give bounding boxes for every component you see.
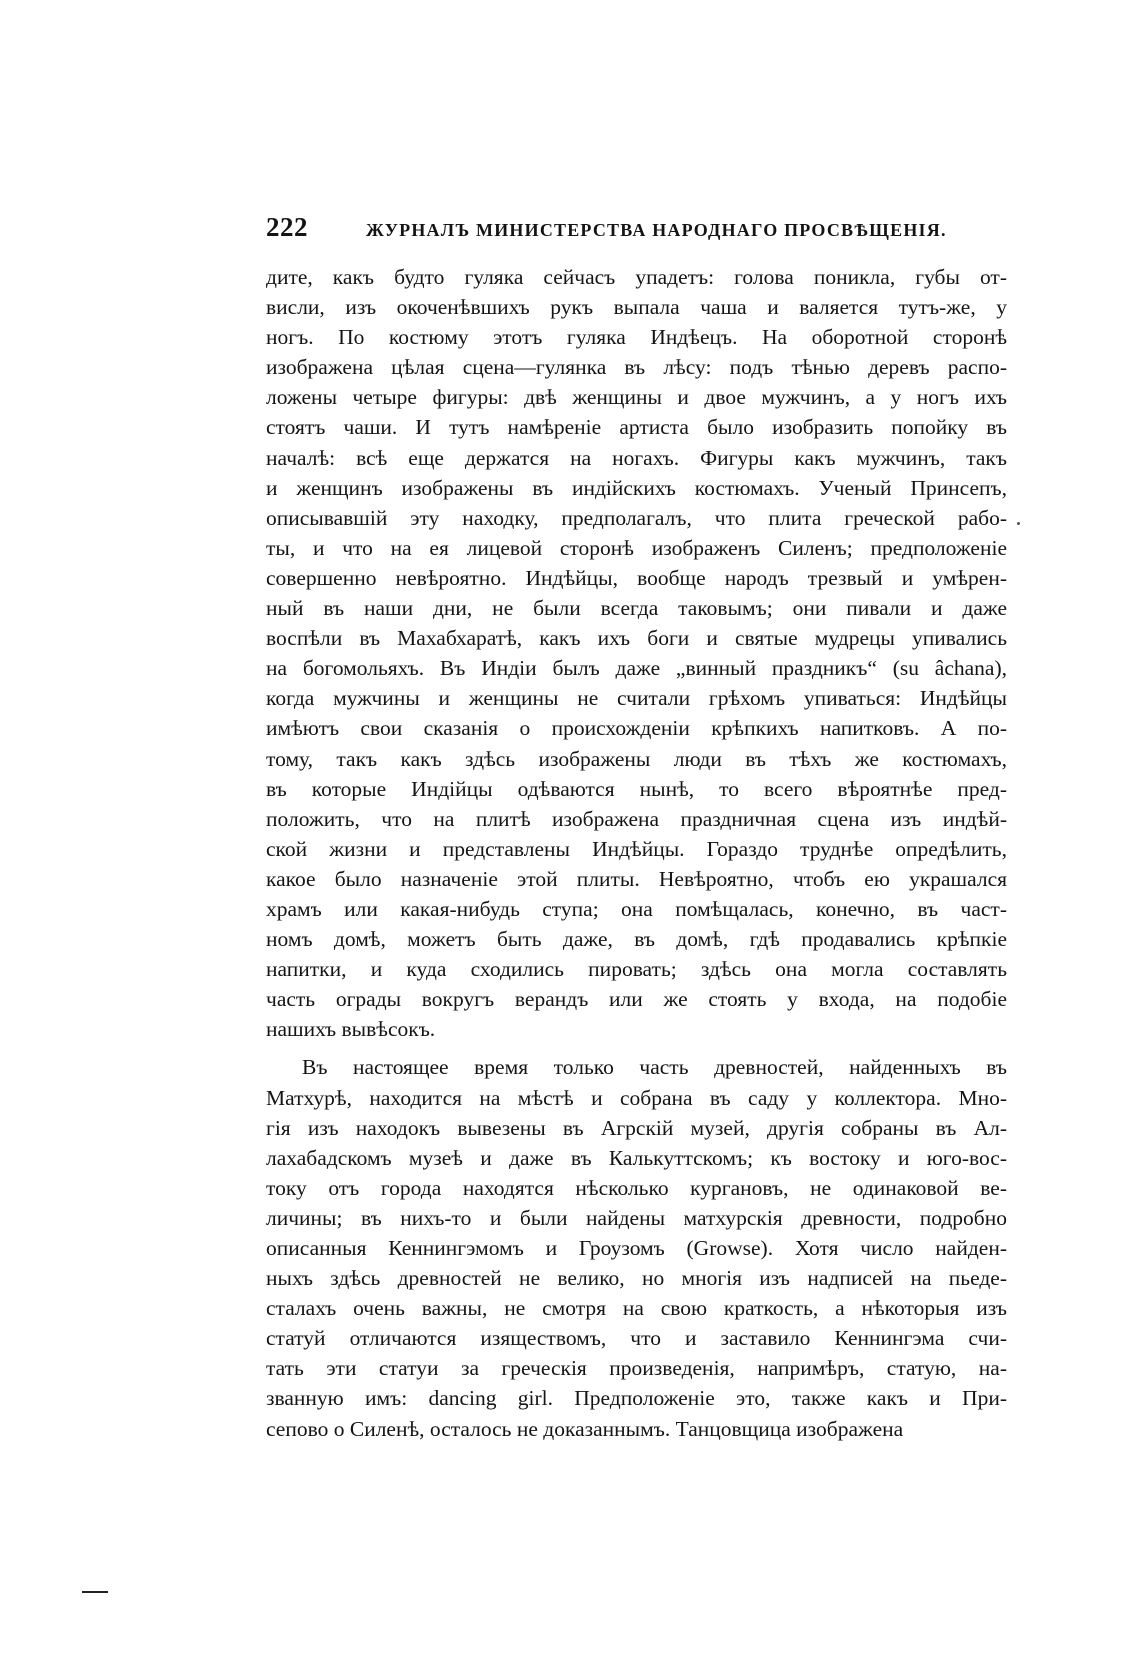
paragraph-gap [266,1044,1007,1052]
text-line: и женщинъ изображены въ индійскихъ костюмахъ. Ученый Принсепъ, [266,475,1007,500]
text-line: началѣ: всѣ еще держатся на ногахъ. Фигуры какъ мужчинъ, такъ [266,445,1007,470]
text-line: напитки, и куда сходились пировать; здѣсь она могла составлять [266,957,1007,982]
margin-dot [1017,522,1020,525]
text-line: въ которые Индійцы одѣваются нынѣ, то всего вѣроятнѣе пред- [266,776,1007,801]
text-line: воспѣли въ Махабхаратѣ, какъ ихъ боги и святые мудрецы упивались [266,626,1007,651]
text-line: описывавшій эту находку, предполагалъ, что плита греческой рабо- [266,505,1007,530]
text-line: ныхъ здѣсь древностей не велико, но многія изъ надписей на пьеде- [266,1266,1007,1291]
text-line: когда мужчины и женщины не считали грѣхомъ упиваться: Индѣйцы [266,686,1007,711]
text-line: храмъ или какая-нибудь ступа; она помѣщалась, конечно, въ част- [266,896,1007,921]
text-line: номъ домѣ, можетъ быть даже, въ домѣ, гдѣ продавались крѣпкіе [266,927,1007,952]
text-line: Въ настоящее время только часть древностей, найденныхъ въ [302,1055,1007,1080]
text-line: описанныя Кеннингэмомъ и Гроузомъ (Growse). Хотя число найден- [266,1236,1007,1260]
text-line: имѣютъ свои сказанія о происхожденіи крѣпкихъ напитковъ. А по- [266,716,1007,741]
text-line: ской жизни и представлены Индѣйцы. Гораздо труднѣе опредѣлить, [266,836,1007,861]
margin-dash [82,1591,108,1593]
text-line: сепово о Силенѣ, осталось не доказаннымъ. Танцовщица изображена [266,1416,904,1441]
text-line: гія изъ находокъ вывезены въ Агрскій музей, другія собраны въ Ал- [266,1115,1007,1140]
text-line: статуй отличаются изяществомъ, что и заставило Кеннингэма счи- [266,1326,1007,1351]
text-line: ложены четыре фигуры: двѣ женщины и двое мужчинъ, а у ногъ ихъ [266,385,1007,410]
paragraph-2 [266,1052,1007,1443]
page-header [266,212,1006,246]
text-line: тать эти статуи за греческія произведенія, напримѣръ, статую, на- [266,1356,1007,1381]
text-line: совершенно невѣроятно. Индѣйцы, вообще народъ трезвый и умѣрен- [266,565,1007,590]
paragraph-1 [266,262,1007,1044]
text-line: званную имъ: dancing girl. Предположеніе это, также какъ и При- [266,1386,1007,1411]
text-line: ты, и что на ея лицевой сторонѣ изображенъ Силенъ; предположеніе [266,535,1007,560]
text-line: на богомольяхъ. Въ Индіи былъ даже „винный праздникъ“ (su âchana), [266,656,1007,681]
text-line: часть ограды вокругъ верандъ или же стоять у входа, на подобіе [266,987,1007,1012]
text-line: ный въ наши дни, не были всегда таковымъ; они пивали и даже [266,596,1007,621]
text-line: изображена цѣлая сцена—гулянка въ лѣсу: подъ тѣнью деревъ распо- [266,355,1007,380]
text-line: тому, такъ какъ здѣсь изображены люди въ тѣхъ же костюмахъ, [266,746,1007,771]
text-line: сталахъ очень важны, не смотря на свою краткость, а нѣкоторыя изъ [266,1296,1007,1321]
text-line: висли, изъ окоченѣвшихъ рукъ выпала чаша и валяется тутъ-же, у [266,295,1007,320]
text-line: какое было назначеніе этой плиты. Невѣроятно, чтобъ ею украшался [266,866,1007,891]
text-line: стоятъ чаши. И тутъ намѣреніе артиста было изобразить попойку въ [266,415,1007,440]
text-line: ногъ. По костюму этотъ гуляка Индѣецъ. На оборотной сторонѣ [266,325,1007,350]
text-line: личины; въ нихъ-то и были найдены матхурскія древности, подробно [266,1205,1007,1230]
text-line: дите, какъ будто гуляка сейчасъ упадетъ: голова поникла, губы от- [266,265,1007,289]
text-line: Матхурѣ, находится на мѣстѣ и собрана въ саду у коллектора. Мно- [266,1085,1007,1110]
running-head: ЖУРНАЛЪ МИНИСТЕРСТВА НАРОДНАГО ПРОСВѢЩЕНІЯ. [366,220,947,240]
text-line: положить, что на плитѣ изображена праздничная сцена изъ индѣй- [266,806,1007,831]
text-line: нашихъ вывѣсокъ. [266,1017,436,1042]
text-line: лахабадскомъ музеѣ и даже въ Калькуттскомъ; къ востоку и юго-вос- [266,1145,1007,1170]
body-text [266,262,1007,1444]
text-line: току отъ города находятся нѣсколько кургановъ, не одинаковой ве- [266,1175,1007,1200]
page-number: 222 [266,212,308,242]
